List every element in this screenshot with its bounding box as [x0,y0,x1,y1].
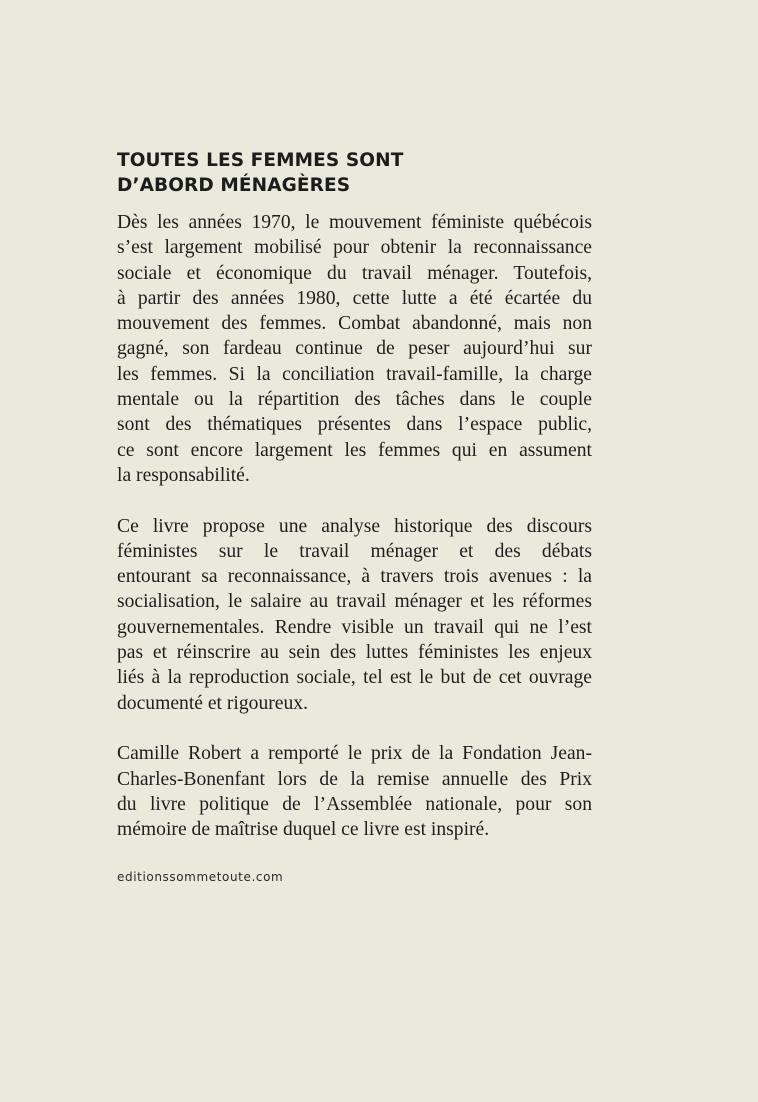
summary-paragraph-1 [117,210,592,488]
text-line: Ce livre propose une analyse historique des discours [117,515,592,537]
text-line: féministes sur le travail ménager et des débats [117,540,592,562]
text-line: gagné, son fardeau continue de peser aujourd’hui sur [117,338,592,360]
text-line: mémoire de maîtrise duquel ce livre est inspiré. [117,819,490,841]
text-line: documenté et rigoureux. [117,692,308,714]
text-line: Camille Robert a remporté le prix de la Fondation Jean- [117,743,592,765]
text-line: entourant sa reconnaissance, à travers trois avenues : la [117,566,592,588]
text-line: s’est largement mobilisé pour obtenir la reconnaissance [117,237,592,259]
author-paragraph [117,741,592,842]
text-line: mouvement des femmes. Combat abandonné, mais non [117,313,592,335]
text-line: gouvernementales. Rendre visible un travail qui ne l’est [117,616,592,638]
publisher-website: editionssommetoute.com [117,870,284,884]
text-line: socialisation, le salaire au travail ménager et les réformes [117,591,592,613]
back-cover-text [117,148,592,868]
text-line: sociale et économique du travail ménager. Toutefois, [117,262,592,284]
text-line: liés à la reproduction sociale, tel est le but de cet ouvrage [117,667,592,689]
text-line: Charles-Bonenfant lors de la remise annuelle des Prix [117,768,592,790]
text-line: la responsabilité. [117,464,250,486]
text-line: les femmes. Si la conciliation travail-famille, la charge [117,363,592,385]
text-line: ce sont encore largement les femmes qui en assument [117,439,592,461]
text-line: sont des thématiques présentes dans l’espace public, [117,414,592,436]
text-line: à partir des années 1980, cette lutte a été écartée du [117,287,592,309]
book-title [117,148,592,198]
summary-paragraph-2 [117,514,592,716]
text-line: du livre politique de l’Assemblée nationale, pour son [117,793,592,815]
text-line: mentale ou la répartition des tâches dans le couple [117,389,592,411]
title-line-1: TOUTES LES FEMMES SONT [117,150,404,171]
text-line: pas et réinscrire au sein des luttes féministes les enjeux [117,642,592,664]
title-line-2: D’ABORD MÉNAGÈRES [117,175,351,196]
text-line: Dès les années 1970, le mouvement féministe québécois [117,212,592,233]
